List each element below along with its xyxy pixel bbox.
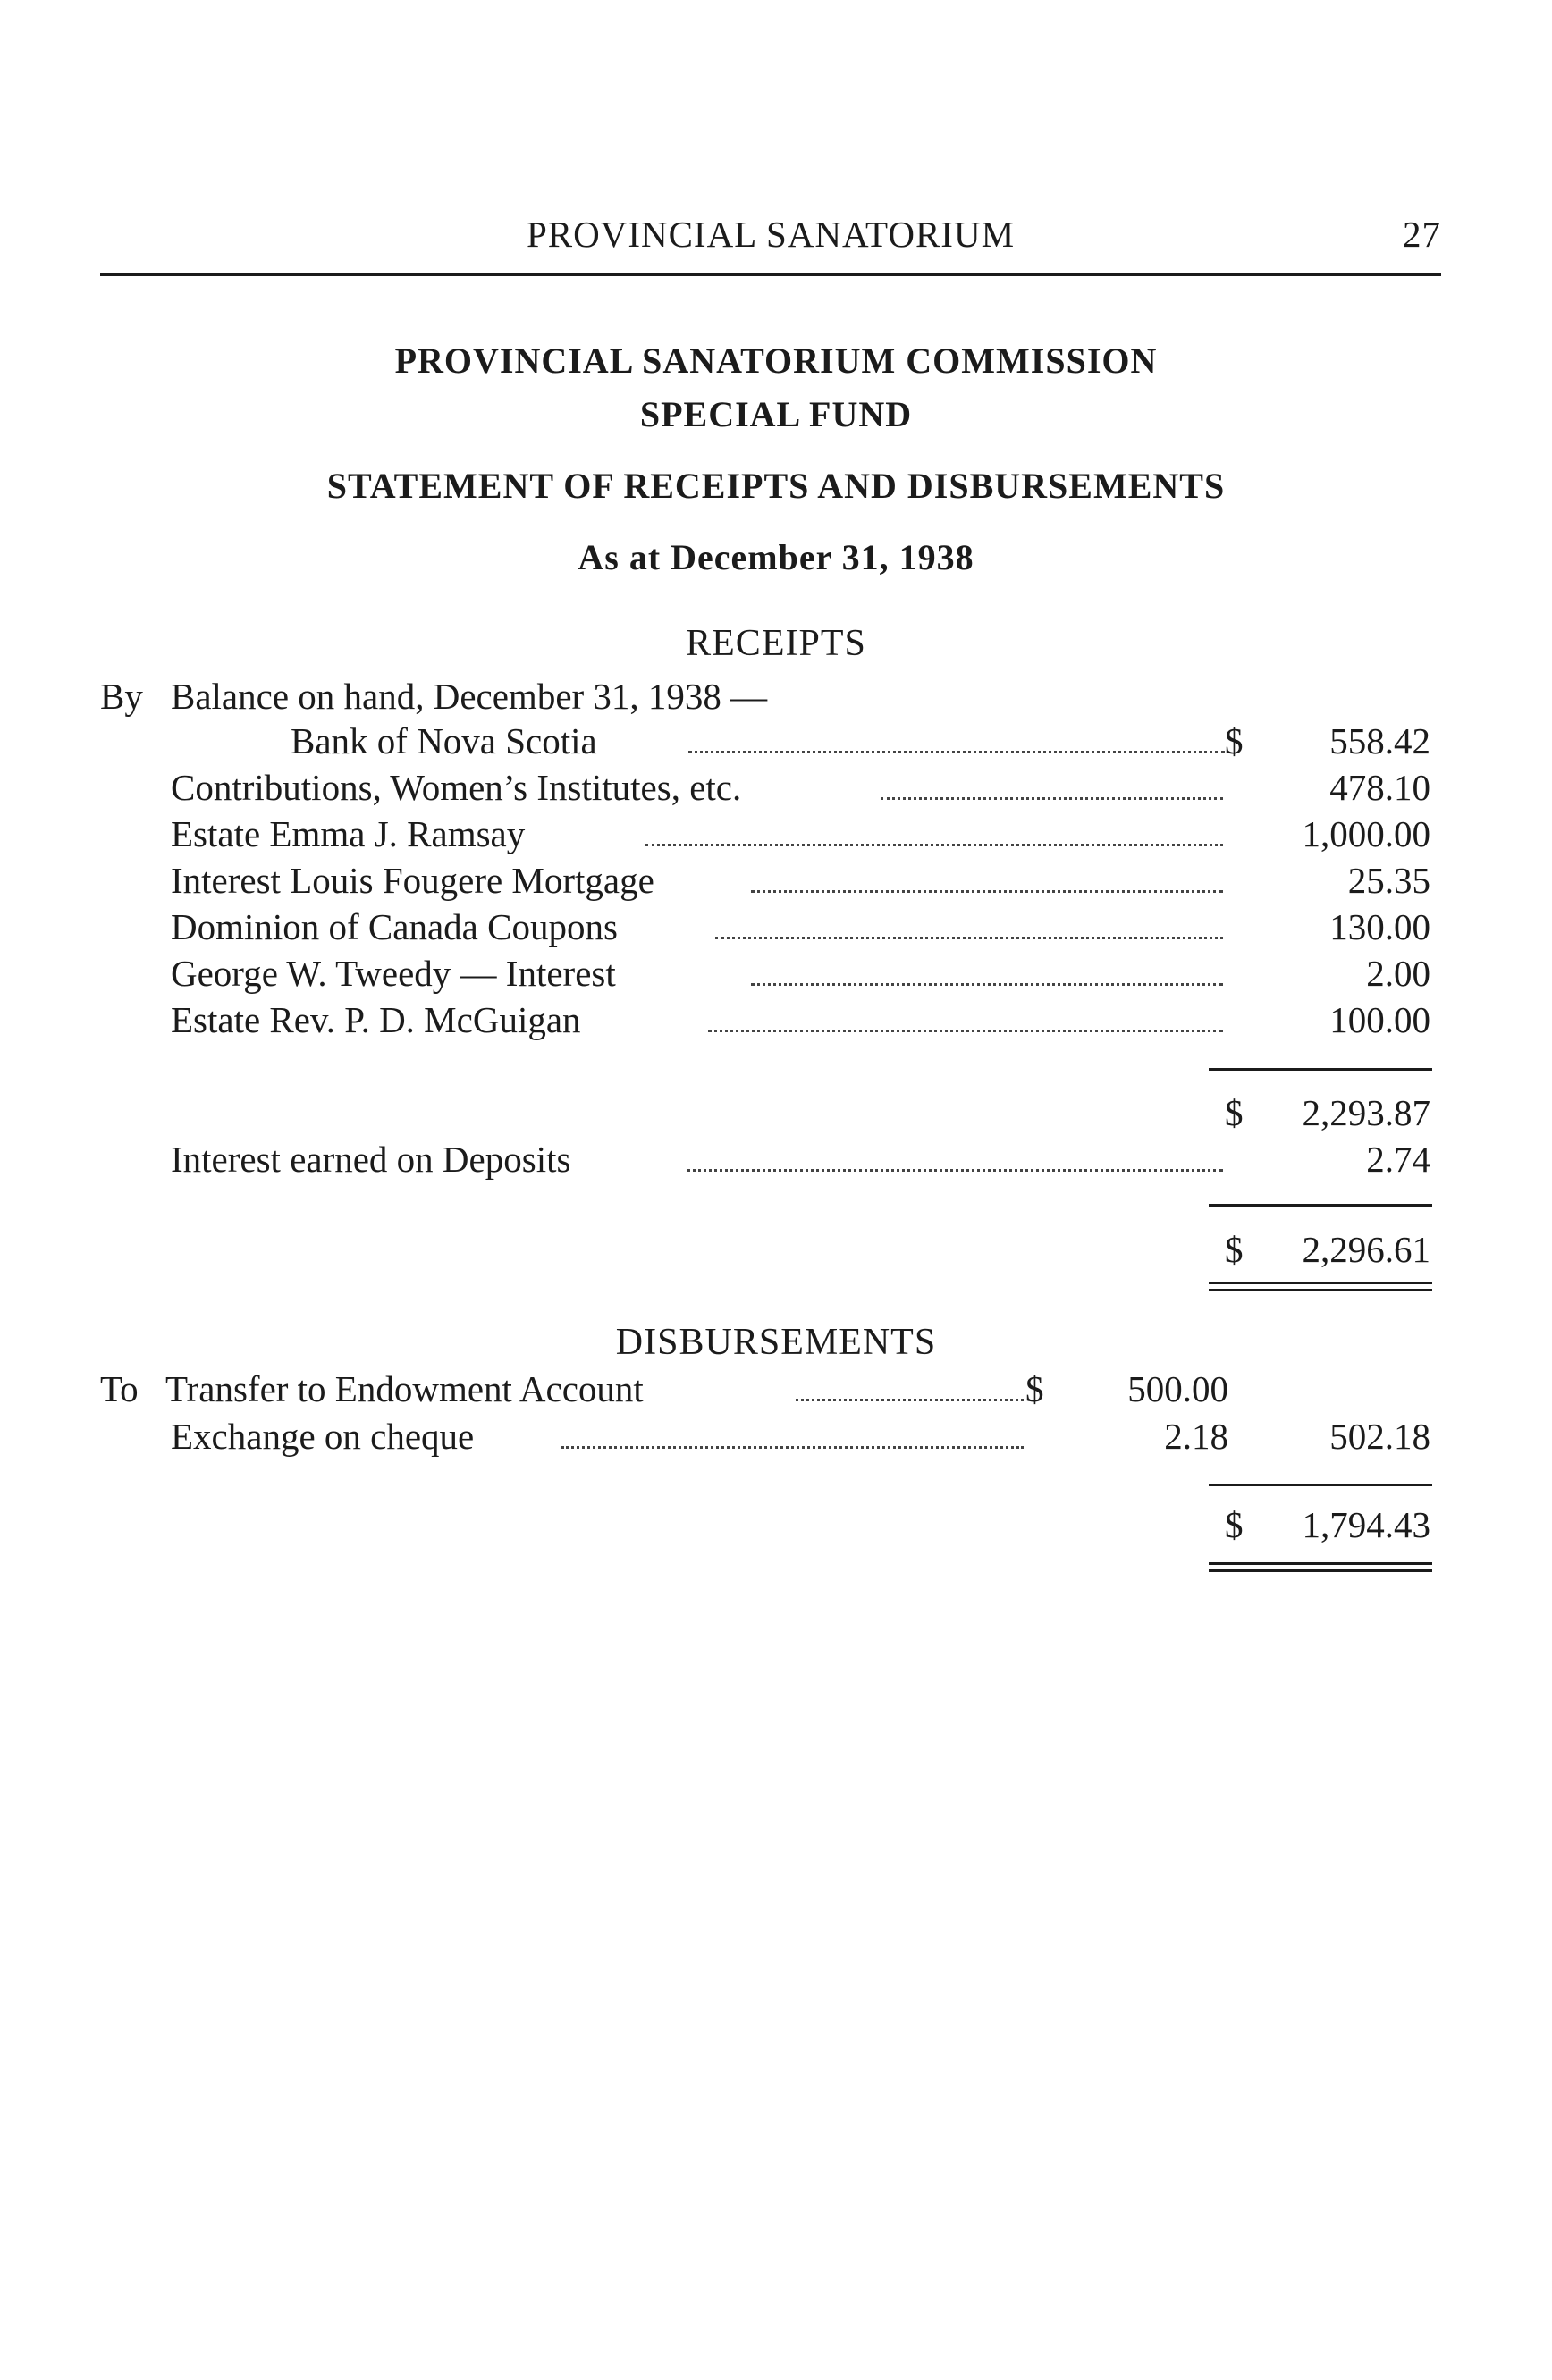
table-row	[0, 856, 1552, 904]
running-head	[100, 213, 1441, 266]
dot-leader	[561, 1446, 1024, 1449]
statement-date: As at December 31, 1938	[578, 537, 974, 577]
table-row	[0, 763, 1552, 812]
dollar-sign: $	[1025, 1368, 1044, 1409]
table-row	[0, 1135, 1552, 1183]
statement-title: STATEMENT OF RECEIPTS AND DISBURSEMENTS	[326, 466, 1226, 506]
subtotal-amount: 2,293.87	[1302, 1092, 1430, 1133]
table-row	[0, 1365, 1552, 1413]
table-row	[0, 810, 1552, 858]
dot-leader	[645, 844, 1223, 846]
running-head-title: PROVINCIAL SANATORIUM	[526, 214, 1016, 255]
dollar-sign: $	[1225, 1504, 1244, 1545]
row-amount: 2.00	[1366, 953, 1430, 994]
table-row	[0, 903, 1552, 951]
row-label: Interest Louis Fougere Mortgage	[171, 860, 654, 901]
total-rule	[1209, 1204, 1432, 1207]
statement-title-commission: PROVINCIAL SANATORIUM COMMISSION	[394, 341, 1158, 381]
row-label: Interest earned on Deposits	[171, 1139, 571, 1180]
row-amount: 1,000.00	[1302, 813, 1430, 854]
row-label: Contributions, Women’s Institutes, etc.	[171, 767, 742, 808]
dot-leader	[708, 1030, 1223, 1032]
dollar-sign: $	[1225, 1092, 1244, 1133]
subtotal-rule	[1209, 1068, 1432, 1071]
row-amount: 500.00	[1127, 1368, 1228, 1409]
row-amount: 25.35	[1347, 860, 1430, 901]
dot-leader	[715, 937, 1223, 939]
dollar-sign: $	[1225, 720, 1244, 761]
row-total: 502.18	[1329, 1416, 1430, 1457]
disbursements-heading: DISBURSEMENTS	[615, 1322, 937, 1363]
page-number: 27	[1403, 214, 1441, 255]
total-row	[0, 1225, 1552, 1274]
row-amount: 2.74	[1366, 1139, 1430, 1180]
disbursements-prefix: To	[100, 1368, 139, 1409]
row-amount: 100.00	[1329, 999, 1430, 1040]
statement-title-fund: SPECIAL FUND	[639, 394, 913, 434]
row-label: George W. Tweedy — Interest	[171, 953, 616, 994]
balance-label: Balance on hand, December 31, 1938 —	[171, 676, 768, 717]
dot-leader	[796, 1399, 1024, 1401]
row-label: Dominion of Canada Coupons	[171, 906, 618, 947]
row-label: Transfer to Endowment Account	[165, 1368, 644, 1409]
subtotal-row	[0, 1089, 1552, 1137]
receipts-prefix: By	[100, 676, 143, 717]
row-label: Exchange on cheque	[171, 1416, 475, 1457]
dot-leader	[688, 751, 1225, 753]
row-amount: 478.10	[1329, 767, 1430, 808]
balance-rule	[1209, 1484, 1432, 1486]
table-row	[0, 1412, 1552, 1460]
row-amount: 130.00	[1329, 906, 1430, 947]
dot-leader	[751, 890, 1223, 893]
dot-leader	[687, 1169, 1223, 1172]
receipts-heading: RECEIPTS	[686, 623, 866, 664]
header-rule	[100, 273, 1441, 276]
row-label: Estate Emma J. Ramsay	[171, 813, 526, 854]
balance-row	[0, 1501, 1552, 1549]
dot-leader	[751, 983, 1223, 986]
row-label: Bank of Nova Scotia	[291, 720, 597, 761]
table-row	[0, 949, 1552, 997]
row-label: Estate Rev. P. D. McGuigan	[171, 999, 581, 1040]
dollar-sign: $	[1225, 1229, 1244, 1270]
total-amount: 2,296.61	[1302, 1229, 1430, 1270]
total-double-rule	[1209, 1282, 1432, 1291]
balance-amount: 1,794.43	[1302, 1504, 1430, 1545]
table-row	[0, 717, 1552, 765]
receipts-balance-row	[0, 672, 1552, 720]
dot-leader	[881, 797, 1223, 800]
row-amount: 558.42	[1329, 720, 1430, 761]
row-amount: 2.18	[1164, 1416, 1228, 1457]
table-row	[0, 996, 1552, 1044]
balance-double-rule	[1209, 1562, 1432, 1572]
